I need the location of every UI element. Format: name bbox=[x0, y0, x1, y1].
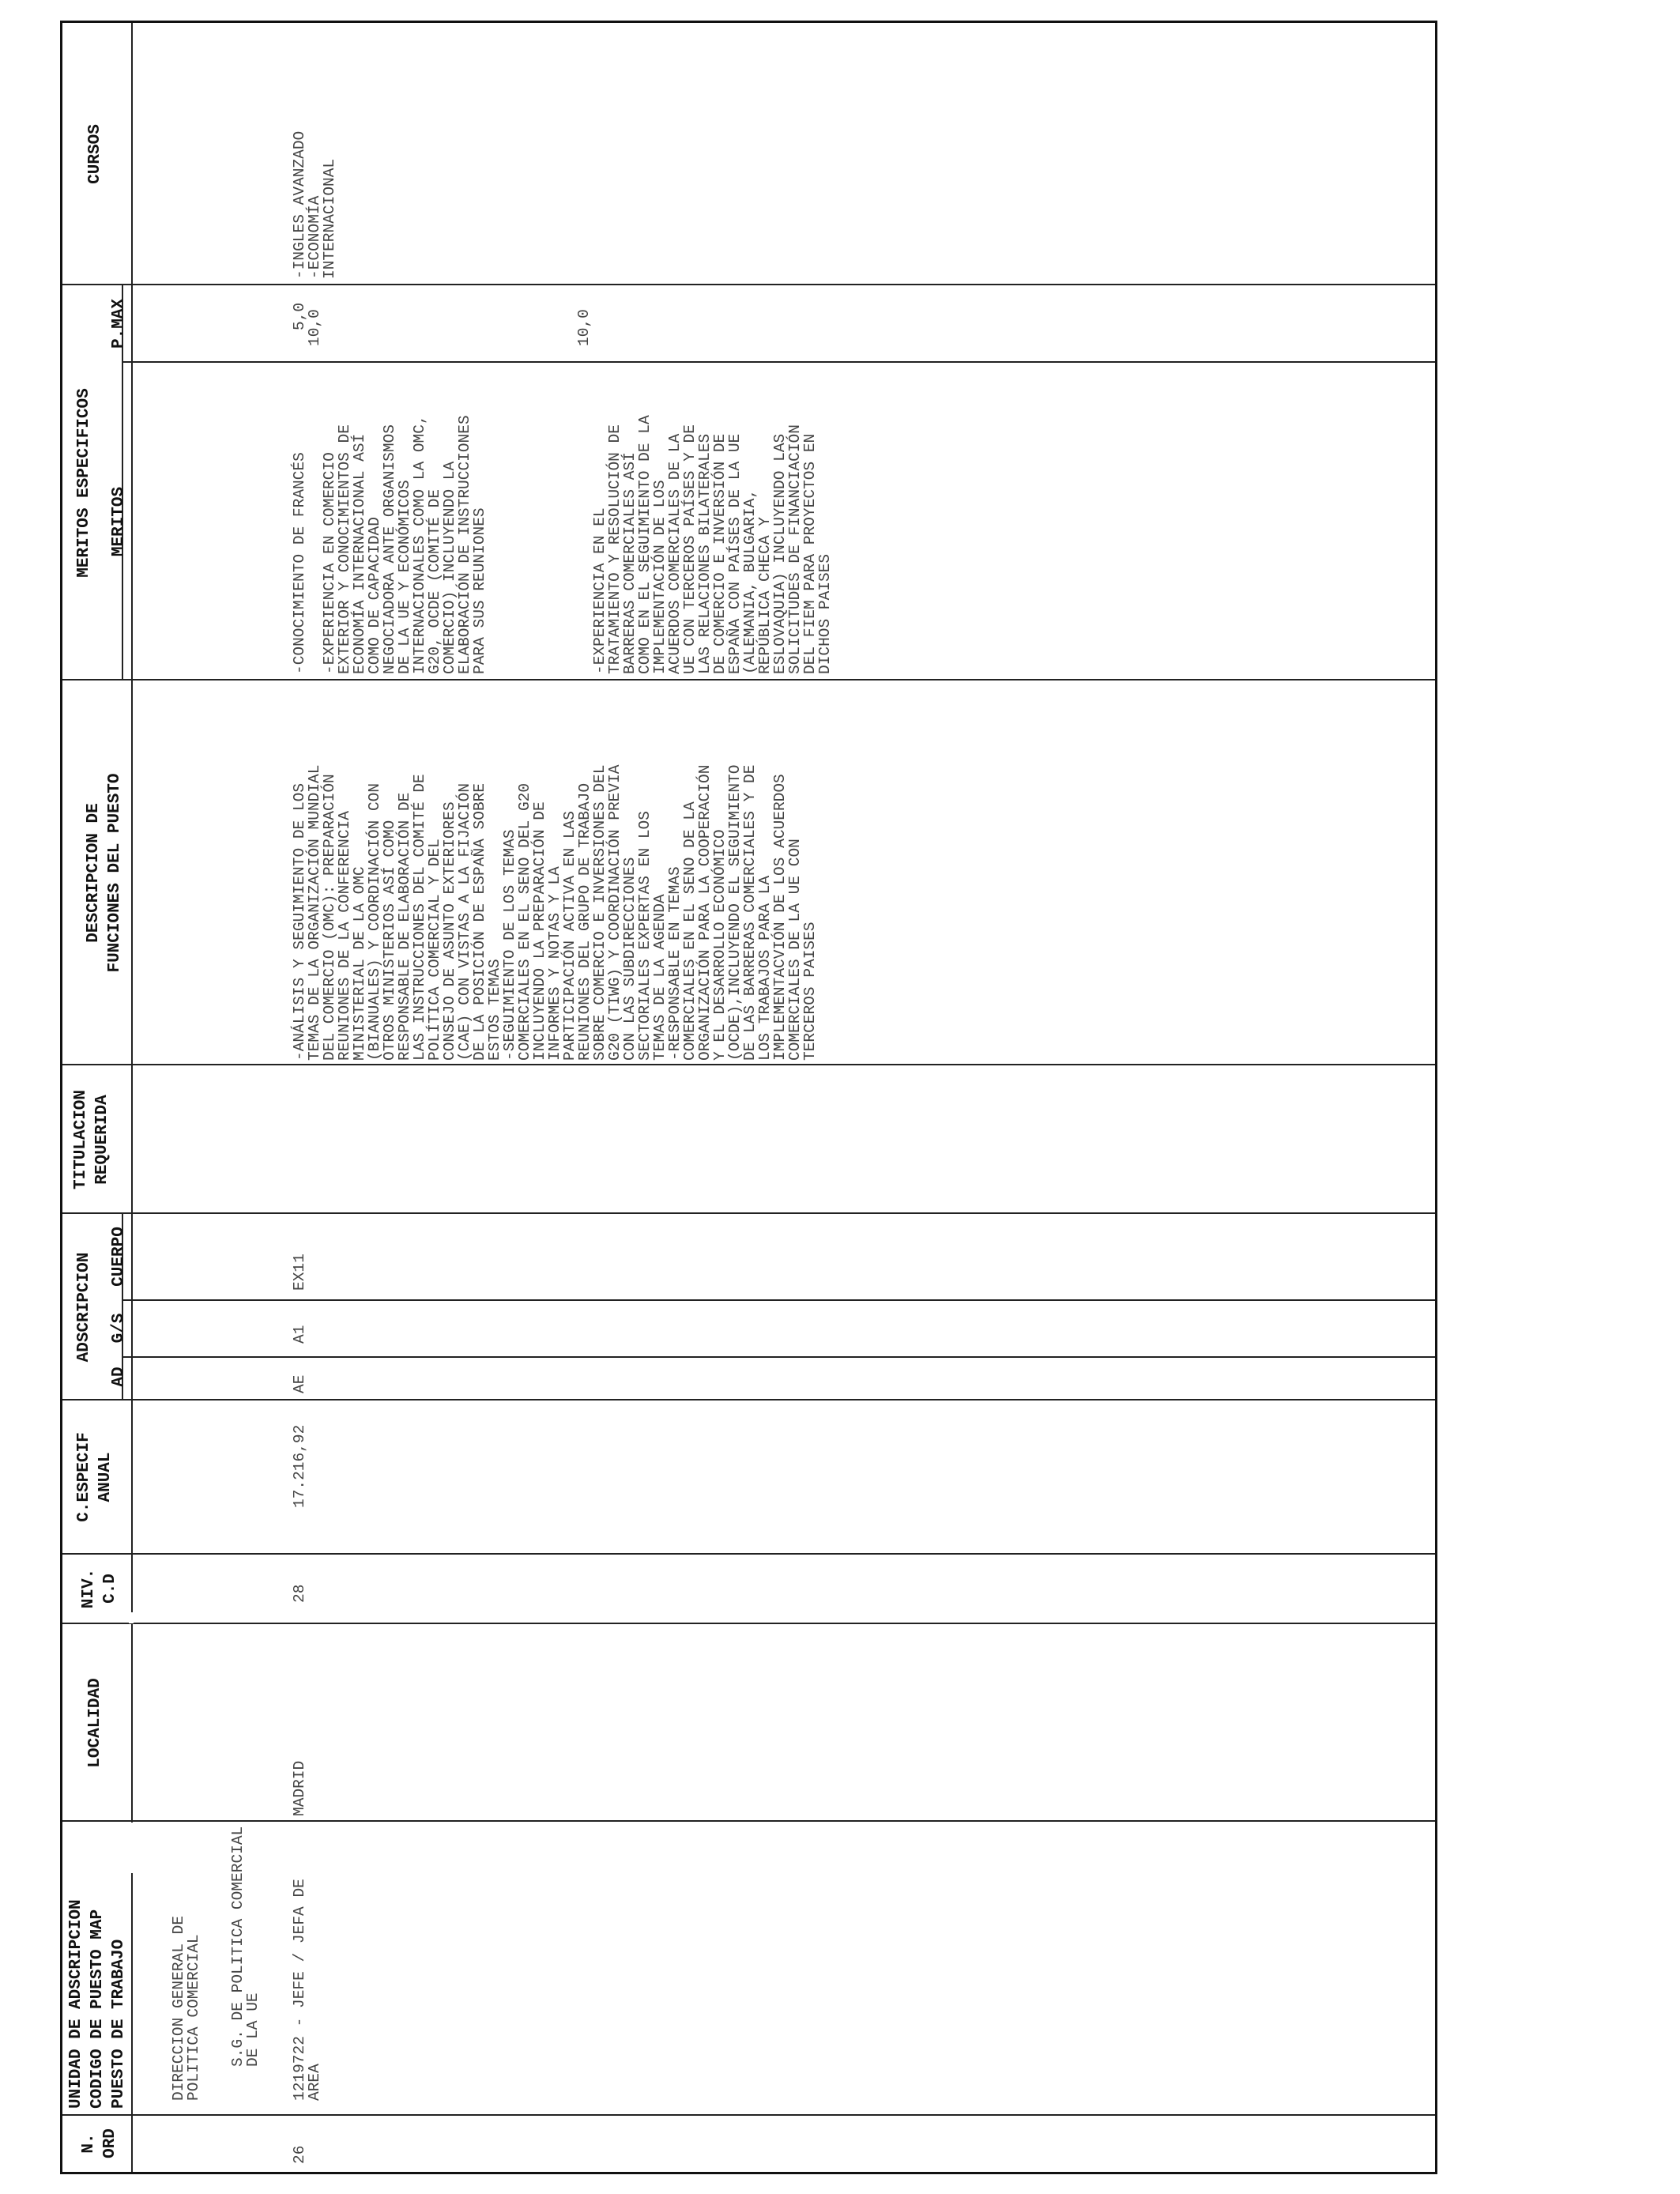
col-divider-c-especif bbox=[62, 1399, 1435, 1400]
unit-subdireccion: S.G. DE POLITICA COMERCIAL DE LA UE bbox=[229, 1826, 262, 2067]
row-n-ord: 26 bbox=[291, 2145, 308, 2164]
col-divider-pmax bbox=[62, 284, 1435, 285]
row-nivel: 28 bbox=[291, 1584, 308, 1603]
positions-table bbox=[60, 21, 1437, 2174]
header-n-ord: N. ORD bbox=[80, 2128, 119, 2158]
merito-1: -CONOCIMIENTO DE FRANCÉS bbox=[291, 452, 308, 674]
row-cursos: -INGLES AVANZADO -ECONOMÍA INTERNACIONAL bbox=[291, 130, 338, 279]
header-cursos: CURSOS bbox=[86, 124, 104, 184]
row-cuerpo: EX11 bbox=[291, 1253, 308, 1291]
header-p-max: P.MAX bbox=[110, 299, 128, 349]
row-descripcion: -ANÁLISIS Y SEGUIMIENTO DE LOS TEMAS DE LA ORGANIZACIÓN MUNDIAL DEL COMERCIO (OMC): PREPARACIÓN REUNIONES DE LA CONFERENCIA MINISTERIAL DE LA OMC (BIANUALES) Y COORDINACIÓN CON OTROS MINISTERIOS ASÍ COMO RESPONSABLE DE ELABORACIÓN DE LAS INSTRUCCIONES DEL COMITÉ DE POLÍTICA COMERCIAL Y DEL CONSEJO DE ASUNTO EXTERIORES (CAE) CON VISTAS A LA FIJACIÓN DE LA POSICIÓN DE ESPAÑA SOBRE ESTOS TEMAS -SEGUIMIENTO DE LOS TEMAS COMERCIALES EN EL SENO DEL G20 INCLUYENDO LA PREPARACIÓN DE INFORMES Y NOTAS Y LA PARTICIPACIÓN ACTIVA EN LAS REUNIONES DEL GRUPO DE TRABAJO SOBRE COMERCIO E INVERSIONES DEL G20 (TIWG) Y COORDINACIÓN PREVIA CON LAS SUBDIRECCIONES SECTORIALES EXPERTAS EN LOS TEMAS DE LA AGENDA -RESPONSABLE EN TEMAS COMERCIALES EN EL SENO DE LA ORGANIZACIÓN PARA LA COOPERACIÓN Y EL DESARROLLO ECONÓMICO (OCDE),INCLUYENDO EL SEGUIMIENTO DE LAS BARRERAS COMERCIALES Y DE LOS TRABAJOS PARA LA IMPLEMENTACVIÓN DE LOS ACUERDOS COMERCIALES DE LA UE CON TERCEROS PAISES bbox=[291, 764, 819, 1061]
underline-gap-localidad bbox=[129, 1612, 134, 1623]
col-divider-titulacion bbox=[62, 1064, 1435, 1065]
merito-3: -EXPERIENCIA EN EL TRATAMIENTO Y RESOLUCIÓN DE BARRERAS COMERCIALES ASÍ COMO EN EL SEGUIMIENTO DE LA IMPLEMENTACIÓN DE LOS ACUERDOS COMERCIALES DE LA UE CON TERCEROS PAÍSES Y DE LAS RELACIONES BILATERALES DE COMERCIO E INVERSIÓN DE ESPAÑA CON PAÍSES DE LA UE (ALEMANIA, BULGARIA, REPÚBLICA CHECA Y ESLOVAQUIA) INCLUYENDO LAS SOLICITUDES DE FINANCIACIÓN DEL FIEM PARA PROYECTOS EN DICHOS PAISES bbox=[591, 415, 834, 674]
merito-2-pmax: 10,0 bbox=[306, 309, 323, 346]
header-cuerpo: CUERPO bbox=[110, 1227, 128, 1287]
col-divider-n-ord bbox=[62, 2114, 1435, 2116]
merito-2: -EXPERIENCIA EN COMERCIO EXTERIOR Y CONOCIMIENTOS DE ECONOMÍA INTERNACIONAL ASÍ COMO DE CAPACIDAD NEGOCIADORA ANTE ORGANISMOS DE LA UE Y ECONÓMICOS INTERNACIONALES COMO LA OMC, G20, OCDE (COMITÉ DE COMERCIO) INCLUYENDO LA ELABORACIÓN DE INSTRUCCIONES PARA SUS REUNIONES bbox=[321, 415, 488, 674]
col-divider-cuerpo bbox=[62, 1212, 1435, 1214]
col-divider-localidad bbox=[62, 1623, 1435, 1624]
header-gs: G/S bbox=[110, 1313, 128, 1344]
merito-3-pmax: 10,0 bbox=[575, 309, 593, 346]
header-titulacion: TITULACION REQUERIDA bbox=[72, 1089, 111, 1190]
col-divider-gs bbox=[123, 1299, 1435, 1301]
col-divider-unidad bbox=[62, 1820, 1435, 1822]
header-meritos: MERITOS bbox=[110, 486, 128, 557]
header-meritos-especificos: MERITOS ESPECIFICOS bbox=[75, 388, 93, 578]
row-puesto: 1219722 - JEFE / JEFA DE AREA bbox=[291, 1879, 323, 2101]
col-divider-nivel bbox=[62, 1553, 1435, 1555]
row-c-especif: 17.216,92 bbox=[291, 1424, 308, 1508]
row-ad: AE bbox=[291, 1374, 308, 1393]
row-gs: A1 bbox=[291, 1325, 308, 1344]
header-ad: AD bbox=[110, 1367, 128, 1387]
header-descripcion: DESCRIPCION DE FUNCIONES DEL PUESTO bbox=[85, 773, 124, 973]
header-nivel: NIV. C.D bbox=[80, 1568, 119, 1609]
col-divider-ad bbox=[123, 1356, 1435, 1358]
unit-direccion-general: DIRECCION GENERAL DE POLITICA COMERCIAL bbox=[170, 1915, 202, 2101]
header-adscripcion: ADSCRIPCION bbox=[75, 1252, 93, 1363]
header-c-especif: C.ESPECIF ANUAL bbox=[75, 1432, 115, 1522]
row-localidad: MADRID bbox=[291, 1760, 308, 1816]
merito-1-pmax: 5,0 bbox=[291, 302, 308, 330]
col-divider-descripcion bbox=[62, 679, 1435, 680]
header-unidad: UNIDAD DE ADSCRIPCION CODIGO DE PUESTO MAP PUESTO DE TRABAJO bbox=[67, 1899, 128, 2109]
header-localidad: LOCALIDAD bbox=[86, 1678, 104, 1768]
